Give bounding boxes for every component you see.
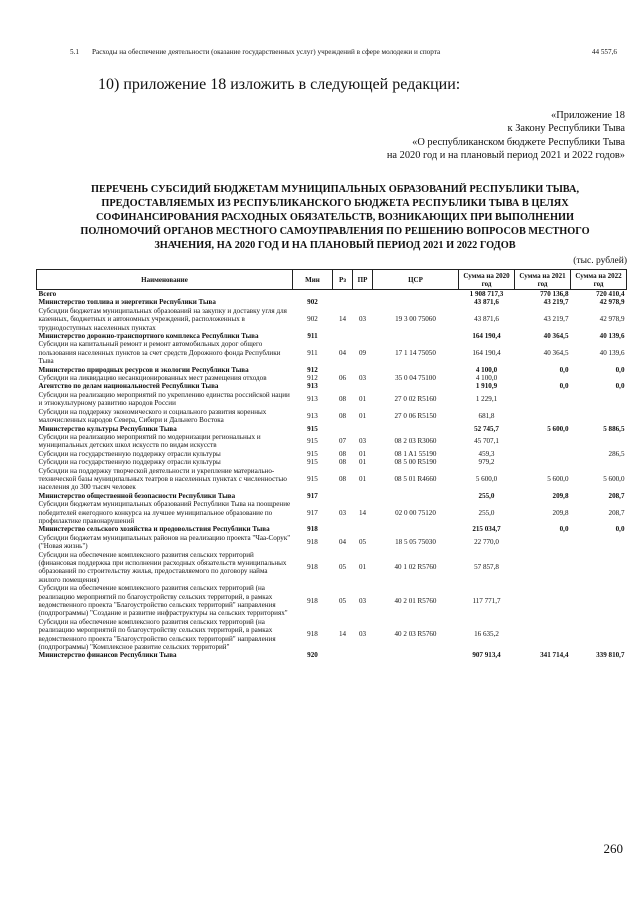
cell-s2020: 1 910,9: [475, 382, 498, 391]
cell-min: 917: [307, 508, 318, 517]
cell-csr: 40 2 01 R5760: [394, 596, 437, 605]
table-row: [37, 500, 627, 525]
table-row: [37, 433, 627, 450]
cell-s2021: 43 219,7: [543, 315, 569, 324]
table-row: [37, 458, 627, 466]
col-header-min: Мин: [293, 270, 333, 290]
cell-s2020: 681,8: [478, 411, 495, 420]
cell-s2022: [571, 584, 627, 618]
col-header-pr: ПР: [353, 270, 373, 290]
cell-s2022: 40 139,6: [599, 348, 625, 357]
cell-min: 915: [307, 437, 318, 446]
table-row: [37, 374, 627, 382]
cell-csr: 08 2 03 R3060: [394, 437, 437, 446]
cell-s2020: 459,3: [478, 449, 495, 458]
cell-pr: 01: [358, 458, 367, 467]
cell-csr: 08 5 00 R5190: [394, 458, 437, 467]
cell-name: Субсидии на обеспечение комплексного развития сельских территорий (на реализацию мероприятий по благоустройству сельских территорий, в рамках ведомственного проекта "Благоустройство сельских территорий" направления (подпрограммы) "Создание и развитие инфраструктуры на сельских территориях": [38, 584, 288, 618]
cell-csr: [373, 492, 459, 500]
cell-s2021: [515, 408, 571, 425]
table-row: [37, 618, 627, 652]
cell-s2022: 208,7: [608, 508, 625, 517]
cell-s2020: 117 771,7: [472, 596, 501, 605]
cell-s2022: 40 139,6: [599, 332, 625, 341]
cell-csr: 02 0 00 75120: [395, 508, 436, 517]
cell-s2022: 0,0: [615, 365, 625, 374]
cell-s2020: 255,0: [478, 491, 495, 500]
table-row: [37, 534, 627, 551]
cell-s2021: 0,0: [559, 365, 569, 374]
cell-rz: [333, 298, 353, 306]
document-title: ПЕРЕЧЕНЬ СУБСИДИЙ БЮДЖЕТАМ МУНИЦИПАЛЬНЫХ ОБРАЗОВАНИЙ РЕСПУБЛИКИ ТЫВА, ПРЕДОСТАВЛЯЕМЫХ ИЗ РЕСПУБЛИКАНСКОГО БЮДЖЕТА РЕСПУБЛИКИ ТЫВА В ЦЕЛЯХ СОФИНАНСИРОВАНИЯ РАСХОДНЫХ ОБЯЗАТЕЛЬСТВ, ВОЗНИКАЮЩИХ ПРИ ВЫПОЛНЕНИИ ПОЛНОМОЧИЙ ОРГАНОВ МЕСТНОГО САМОУПРАВЛЕНИЯ ПО РЕШЕНИЮ ВОПРОСОВ МЕСТНОГО ЗНАЧЕНИЯ, НА 2020 ГОД И НА ПЛАНОВЫЙ ПЕРИОД 2021 И 2022 ГОДОВ: [80, 184, 590, 251]
table-row: [37, 467, 627, 492]
cell-s2022: [571, 458, 627, 466]
cell-rz: [333, 382, 353, 390]
cell-s2021: [515, 458, 571, 466]
cell-pr: [353, 290, 373, 299]
cell-name: Субсидии на государственную поддержку отрасли культуры: [38, 458, 221, 467]
cell-min: 911: [307, 348, 318, 357]
cell-s2022: 5 886,5: [603, 424, 625, 433]
cell-csr: 17 1 14 75050: [395, 348, 436, 357]
cell-pr: 01: [358, 449, 367, 458]
cell-pr: [353, 332, 373, 340]
cell-min: 913: [307, 411, 318, 420]
page-number: 260: [603, 841, 623, 856]
cell-s2021: [515, 391, 571, 408]
table-row: [37, 651, 627, 659]
cell-s2020: 16 635,2: [474, 630, 499, 639]
cell-pr: 03: [358, 630, 367, 639]
cell-name: Субсидии на капитальный ремонт и ремонт автомобильных дорог общего пользования населенных пунктов за счет средств Дорожного фонда Республики Тыва: [38, 340, 281, 366]
table-row: [37, 340, 627, 365]
cell-s2022: 286,5: [608, 449, 625, 458]
row-value: 44 557,6: [591, 48, 617, 56]
table-row: [37, 391, 627, 408]
cell-s2021: 40 364,5: [543, 332, 569, 341]
cell-rz: 08: [338, 458, 347, 467]
cell-s2021: 209,8: [552, 491, 569, 500]
cell-rz: 05: [338, 563, 347, 572]
cell-rz: 14: [338, 630, 347, 639]
cell-s2020: 255,0: [478, 508, 495, 517]
cell-pr: 14: [358, 508, 367, 517]
cell-name: Субсидии на поддержку творческой деятельности и укрепление материально-технической базы муниципальных театров в населенных пунктах с численностью населения до 300 тысяч человек: [38, 466, 287, 492]
cell-min: 913: [307, 395, 318, 404]
cell-name: Субсидии бюджетам муниципальных образований на закупку и доставку угля для казенных, бюджетных и автономных учреждений, расположенных в труднодоступных населенных пунктах: [38, 306, 287, 332]
cell-s2021: 40 364,5: [543, 348, 569, 357]
table-row: [37, 492, 627, 500]
cell-s2021: 209,8: [552, 508, 569, 517]
cell-s2020: 43 871,6: [474, 315, 499, 324]
units-label: (тыс. рублей): [573, 256, 627, 266]
cell-name: Субсидии бюджетам муниципальных районов на реализацию проекта "Чаа-Сорук" ("Новая жизнь"): [38, 533, 291, 551]
cell-csr: [373, 382, 459, 390]
cell-s2020: 22 770,0: [474, 537, 499, 546]
cell-name: Министерство топлива и энергетики Республики Тыва: [38, 298, 216, 307]
cell-s2020: 4 100,0: [475, 365, 498, 374]
cell-s2022: 42 978,9: [599, 315, 625, 324]
cell-csr: 40 2 03 R5760: [394, 630, 437, 639]
cell-rz: [333, 332, 353, 340]
cell-s2022: [571, 391, 627, 408]
cell-rz: 04: [338, 348, 347, 357]
table-row: [37, 408, 627, 425]
cell-name: Агентство по делам национальностей Республики Тыва: [38, 382, 219, 391]
cell-csr: [373, 366, 459, 374]
cell-pr: 09: [358, 348, 367, 357]
cell-min: 917: [307, 491, 318, 500]
cell-csr: 35 0 04 75100: [395, 374, 436, 383]
cell-min: 902: [307, 315, 318, 324]
cell-s2021: 0,0: [559, 382, 569, 391]
subsidies-table: [36, 269, 627, 660]
cell-name: Министерство общественной безопасности Республики Тыва: [38, 491, 236, 500]
cell-name: Субсидии бюджетам муниципальных образований Республики Тыва на поощрение победителей ежегодного конкурса на лучшее муниципальное образование по профилактике правонарушений: [38, 500, 291, 525]
cell-s2022: 0,0: [615, 525, 625, 534]
cell-rz: [333, 525, 353, 533]
cell-csr: 27 0 06 R5150: [394, 411, 437, 420]
table-row: [37, 332, 627, 340]
cell-s2022: [571, 408, 627, 425]
table-row: [37, 551, 627, 585]
cell-pr: 03: [358, 374, 367, 383]
cell-name: Субсидии на реализацию мероприятий по модернизации региональных и муниципальных детских школ искусств по видам искусств: [38, 432, 261, 450]
cell-rz: 07: [338, 437, 347, 446]
cell-name: Субсидии на поддержку экономического и социального развития коренных малочисленных народов Севера, Сибири и Дальнего Востока: [38, 407, 267, 425]
cell-rz: 08: [338, 395, 347, 404]
cell-rz: 08: [338, 474, 347, 483]
cell-rz: 08: [338, 411, 347, 420]
cell-s2021: 43 219,7: [543, 298, 569, 307]
cell-rz: 06: [338, 374, 347, 383]
cell-pr: 01: [358, 395, 367, 404]
col-header-rz: Рз: [333, 270, 353, 290]
cell-pr: 01: [358, 474, 367, 483]
cell-pr: [353, 382, 373, 390]
cell-min: 918: [307, 630, 318, 639]
cell-name: Субсидии на государственную поддержку отрасли культуры: [38, 449, 221, 458]
cell-pr: 03: [358, 596, 367, 605]
cell-s2021: 770 136,8: [540, 290, 569, 298]
cell-pr: 03: [358, 315, 367, 324]
cell-s2020: 215 034,7: [472, 525, 501, 534]
cell-pr: 01: [358, 411, 367, 420]
cell-s2022: [571, 551, 627, 585]
cell-rz: [333, 290, 353, 299]
cell-rz: [333, 425, 353, 433]
cell-csr: 19 3 00 75060: [395, 315, 436, 324]
cell-min: 915: [307, 449, 318, 458]
cell-csr: [373, 651, 459, 659]
cell-s2020: 45 707,1: [474, 437, 499, 446]
cell-pr: [353, 651, 373, 659]
cell-s2021: [515, 618, 571, 652]
appendix-line-2: к Закону Республики Тыва: [507, 123, 625, 135]
cell-s2020: 1 908 717,3: [469, 290, 504, 298]
cell-csr: [373, 332, 459, 340]
cell-pr: 05: [358, 537, 367, 546]
table-row: [37, 425, 627, 433]
cell-rz: [333, 651, 353, 659]
cell-min: 902: [307, 298, 318, 307]
cell-pr: [353, 525, 373, 533]
cell-csr: 40 1 02 R5760: [394, 563, 437, 572]
table-row: [37, 450, 627, 458]
cell-s2022: 339 810,7: [596, 651, 625, 660]
cell-s2021: 5 600,0: [547, 474, 569, 483]
cell-name: Субсидии на ликвидацию несанкционированных мест размещения отходов: [38, 374, 267, 383]
cell-s2020: 979,2: [478, 458, 495, 467]
amendment-heading: 10) приложение 18 изложить в следующей редакции:: [98, 76, 461, 93]
cell-min: 918: [307, 596, 318, 605]
cell-rz: [333, 492, 353, 500]
cell-s2021: [515, 374, 571, 382]
cell-s2022: [571, 618, 627, 652]
cell-s2020: 164 190,4: [472, 348, 501, 357]
cell-s2022: 42 978,9: [599, 298, 625, 307]
cell-name: Министерство дорожно-транспортного комплекса Республики Тыва: [38, 332, 259, 341]
row-text: Расходы на обеспечение деятельности (оказание государственных услуг) учреждений в сфере молодежи и спорта: [92, 48, 441, 56]
cell-s2020: 5 600,0: [475, 474, 498, 483]
appendix-line-1: «Приложение 18: [551, 110, 625, 121]
cell-s2021: [515, 433, 571, 450]
previous-table-last-row: [70, 48, 617, 56]
cell-name: Министерство сельского хозяйства и продовольствия Республики Тыва: [38, 525, 270, 534]
cell-min: 911: [307, 332, 318, 341]
cell-s2022: 208,7: [608, 491, 625, 500]
table-header-row: [37, 270, 627, 290]
cell-s2022: 0,0: [615, 382, 625, 391]
table-row: [37, 525, 627, 533]
cell-s2021: [515, 584, 571, 618]
table-row: [37, 366, 627, 374]
col-header-2021: Сумма на 2021 год: [515, 270, 571, 290]
appendix-line-4: на 2020 год и на плановый период 2021 и 2022 годов»: [386, 150, 625, 162]
table-row: [37, 298, 627, 306]
cell-pr: [353, 298, 373, 306]
cell-min: 918: [307, 537, 318, 546]
col-header-name: Наименование: [37, 270, 293, 290]
appendix-header: [325, 109, 625, 163]
cell-name: Субсидии на обеспечение комплексного развития сельских территорий (на реализацию мероприятий по благоустройству сельских территорий, в рамках ведомственного проекта "Благоустройство сельских территорий" направления (подпрограммы) "Комплексное развитие сельских территорий": [38, 617, 276, 652]
table-row: [37, 290, 627, 299]
cell-s2020: 43 871,6: [474, 298, 499, 307]
cell-s2020: 57 857,8: [474, 563, 499, 572]
cell-csr: [373, 290, 459, 299]
cell-s2022: 720 410,4: [596, 290, 625, 298]
cell-min: 913: [307, 382, 318, 391]
cell-csr: 27 0 02 R5160: [394, 395, 437, 404]
cell-s2021: 341 714,4: [540, 651, 569, 660]
cell-rz: 14: [338, 315, 347, 324]
cell-csr: 08 5 01 R4660: [394, 474, 437, 483]
cell-s2022: [571, 374, 627, 382]
cell-min: 915: [307, 474, 318, 483]
cell-s2020: 164 190,4: [472, 332, 501, 341]
cell-min: 918: [307, 525, 318, 534]
cell-rz: 08: [338, 449, 347, 458]
cell-s2021: 0,0: [559, 525, 569, 534]
cell-s2021: [515, 450, 571, 458]
cell-pr: [353, 492, 373, 500]
table-row: [37, 584, 627, 618]
cell-name: Министерство культуры Республики Тыва: [38, 424, 177, 433]
cell-s2020: 52 745,7: [474, 424, 499, 433]
cell-csr: [373, 425, 459, 433]
cell-csr: [373, 525, 459, 533]
cell-pr: [353, 366, 373, 374]
cell-s2022: 5 600,0: [603, 474, 625, 483]
cell-s2022: [571, 433, 627, 450]
table-row: [37, 382, 627, 390]
col-header-csr: ЦСР: [373, 270, 459, 290]
cell-rz: 04: [338, 537, 347, 546]
cell-min: 912: [307, 374, 318, 383]
cell-min: 912: [307, 365, 318, 374]
cell-csr: [373, 298, 459, 306]
row-number: 5.1: [70, 48, 79, 56]
cell-pr: 01: [358, 563, 367, 572]
cell-s2022: [571, 534, 627, 551]
cell-s2021: [515, 534, 571, 551]
cell-name: Министерство природных ресурсов и экологии Республики Тыва: [38, 365, 249, 374]
cell-csr: 08 1 A1 55190: [394, 449, 437, 458]
cell-s2020: 4 100,0: [475, 374, 498, 383]
cell-min: [293, 290, 333, 299]
cell-s2021: 5 600,0: [547, 424, 569, 433]
cell-name: Всего: [38, 290, 57, 298]
cell-rz: [333, 366, 353, 374]
col-header-2022: Сумма на 2022 год: [571, 270, 627, 290]
cell-rz: 05: [338, 596, 347, 605]
appendix-line-3: «О республиканском бюджете Республики Тыва: [412, 136, 625, 148]
cell-name: Субсидии на реализацию мероприятий по укреплению единства российской нации и этнокультурному развитию народов России: [38, 390, 290, 408]
cell-min: 920: [307, 651, 318, 660]
cell-s2021: [515, 551, 571, 585]
col-header-2020: Сумма на 2020 год: [459, 270, 515, 290]
cell-s2020: 907 913,4: [472, 651, 501, 660]
cell-name: Субсидии на обеспечение комплексного развития сельских территорий (финансовая поддержка при исполнении расходных обязательств муниципальных образований по строительству жилья, предоставляемого по договору найма жилого помещения): [38, 550, 287, 584]
cell-min: 918: [307, 563, 318, 572]
cell-s2020: 1 229,1: [475, 395, 498, 404]
cell-pr: 03: [358, 437, 367, 446]
cell-min: 915: [307, 424, 318, 433]
cell-min: 915: [307, 458, 318, 467]
cell-pr: [353, 425, 373, 433]
cell-csr: 18 5 05 75030: [395, 537, 436, 546]
cell-name: Министерство финансов Республики Тыва: [38, 651, 177, 660]
table-row: [37, 307, 627, 332]
cell-rz: 03: [338, 508, 347, 517]
